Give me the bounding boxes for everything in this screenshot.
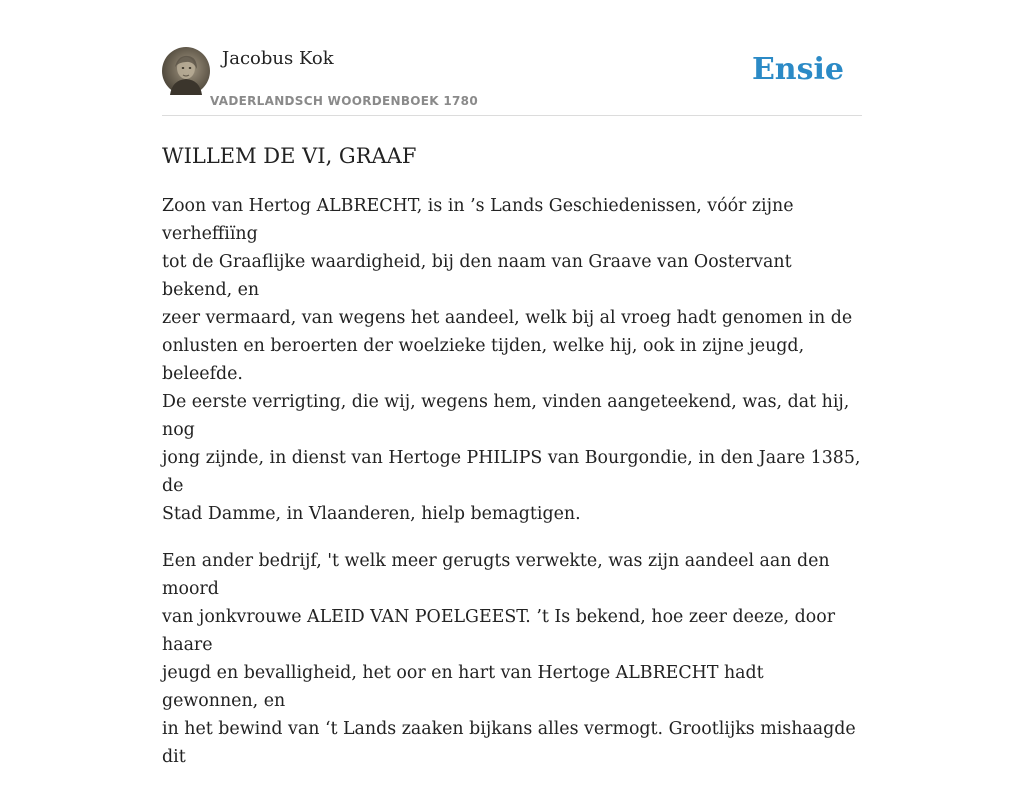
article-title: WILLEM DE VI, GRAAF: [162, 144, 417, 168]
paragraph-1: Zoon van Hertog ALBRECHT, is in ’s Lands Geschiedenissen, vóór zijne verheffiïng tot de Graaflijke waardigheid, bij den naam van Graave van Oostervant bekend, en zeer vermaard, van wegens het aandeel, welk bij al vroeg hadt genomen in de onlusten en beroerten der woelzieke tijden, welke hij, ook in zijne jeugd, beleefde. De eerste verrigting, die wij, wegens hem, vinden aangeteekend, was, dat hij, nog jong zijnde, in dienst van Hertoge PHILIPS van Bourgondie, in den Jaare 1385, de Stad Damme, in Vlaanderen, hielp bemagtigen.: [162, 196, 861, 524]
paragraph-2: Een ander bedrijf, 't welk meer gerugts verwekte, was zijn aandeel aan den moord van jonkvrouwe ALEID VAN POELGEEST. ’t Is bekend, hoe zeer deeze, door haare jeugd en bevalligheid, het oor en hart van Hertoge ALBRECHT hadt gewonnen, en in het bewind van ‘t Lands zaaken bijkans alles vermogt. Grootlijks mishaagde dit: [162, 551, 856, 767]
author-name[interactable]: Jacobus Kok: [222, 48, 334, 69]
author-avatar[interactable]: [162, 47, 210, 95]
brand-logo[interactable]: Ensie: [751, 52, 844, 87]
article-body: [162, 192, 864, 790]
article-header: [162, 46, 862, 116]
portrait-image: [162, 47, 210, 95]
source-label[interactable]: VADERLANDSCH WOORDENBOEK 1780: [210, 94, 478, 108]
